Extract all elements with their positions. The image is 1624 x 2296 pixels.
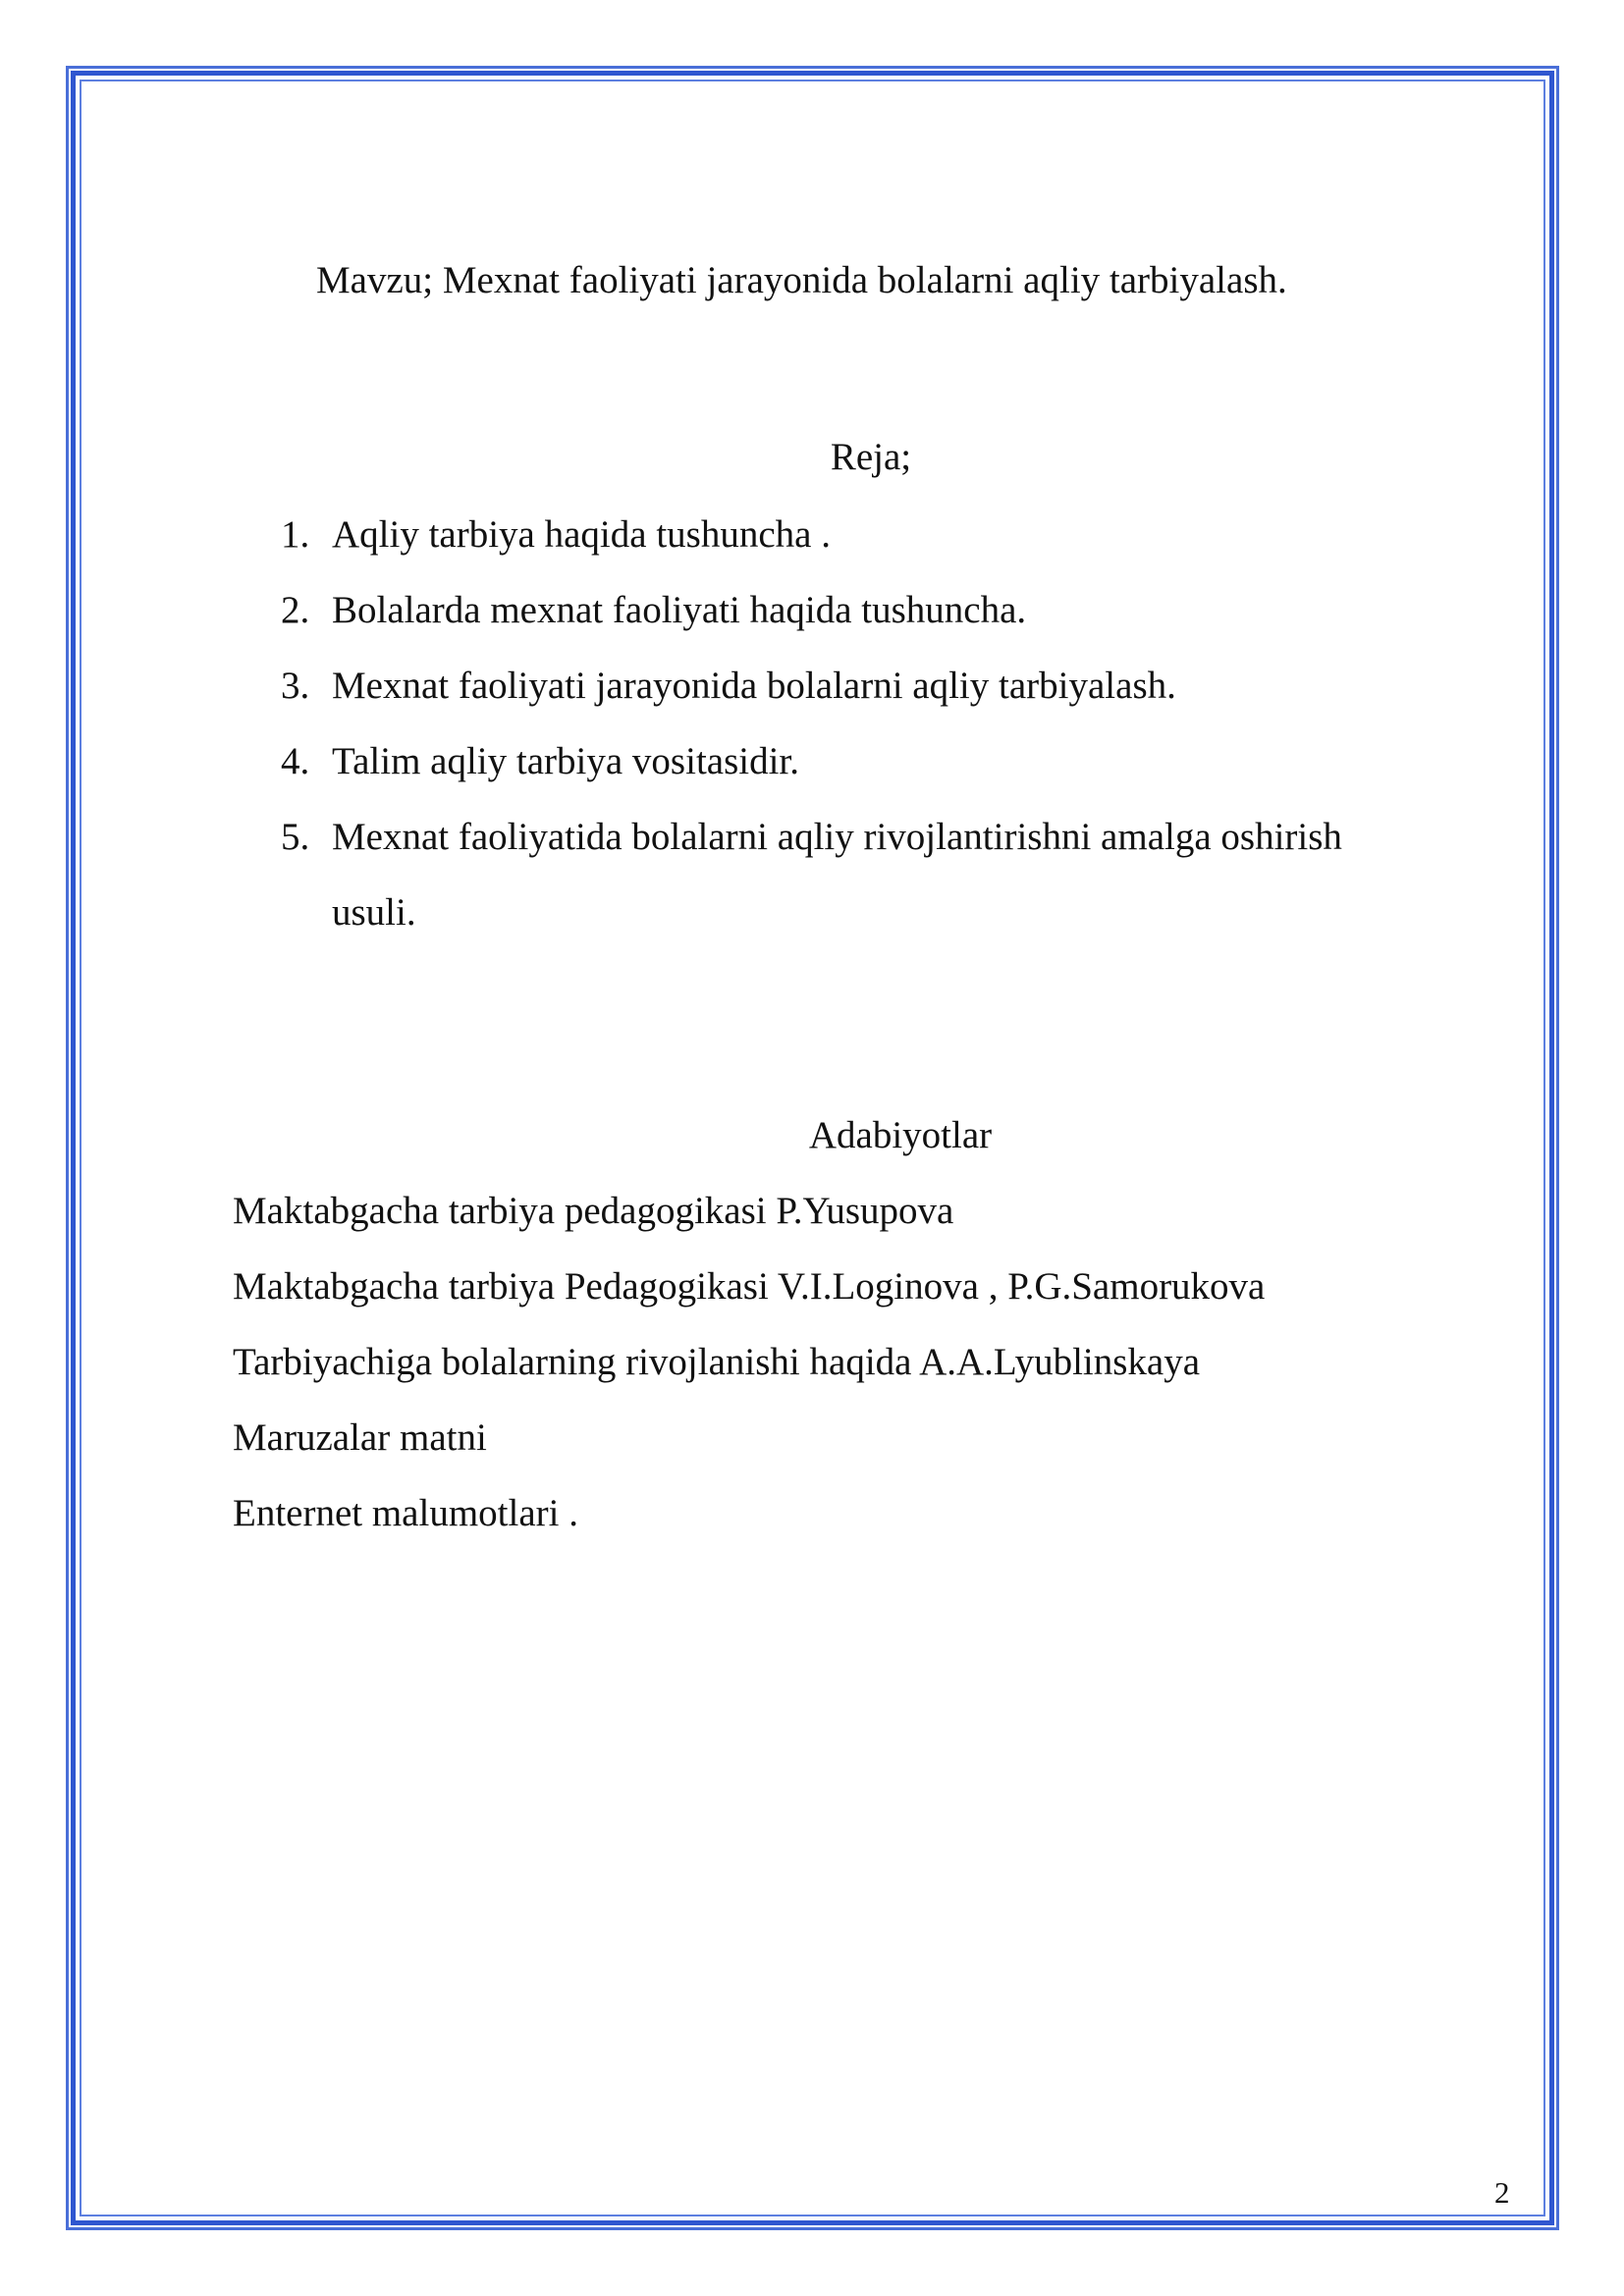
page-number: 2 (1494, 2175, 1510, 2210)
reference-item: Maktabgacha tarbiya pedagogikasi P.Yusupova (233, 1190, 954, 1232)
plan-item-number: 3. (281, 665, 310, 707)
plan-item-text: Mexnat faoliyatida bolalarni aqliy rivojlantirishni amalga oshirish (332, 816, 1342, 858)
plan-item-text: Bolalarda mexnat faoliyati haqida tushuncha. (332, 589, 1027, 631)
plan-item-number: 2. (281, 589, 310, 631)
plan-item-number: 1. (281, 513, 310, 556)
plan-item-text: Aqliy tarbiya haqida tushuncha . (332, 513, 831, 556)
plan-item-number: 4. (281, 740, 310, 782)
reference-item: Maruzalar matni (233, 1416, 487, 1459)
plan-item-text: Talim aqliy tarbiya vositasidir. (332, 740, 800, 782)
reference-item: Maktabgacha tarbiya Pedagogikasi V.I.Loginova , P.G.Samorukova (233, 1265, 1266, 1308)
references-heading: Adabiyotlar (808, 1114, 993, 1156)
reference-item: Tarbiyachiga bolalarning rivojlanishi haqida A.A.Lyublinskaya (233, 1341, 1201, 1383)
plan-heading: Reja; (830, 436, 912, 478)
plan-item-text: usuli. (332, 891, 416, 934)
plan-item-text: Mexnat faoliyati jarayonida bolalarni aqliy tarbiyalash. (332, 665, 1176, 707)
plan-item-number: 5. (281, 816, 310, 858)
reference-item: Enternet malumotlari . (233, 1492, 578, 1534)
topic-title: Mavzu; Mexnat faoliyati jarayonida bolalarni aqliy tarbiyalash. (316, 259, 1287, 301)
